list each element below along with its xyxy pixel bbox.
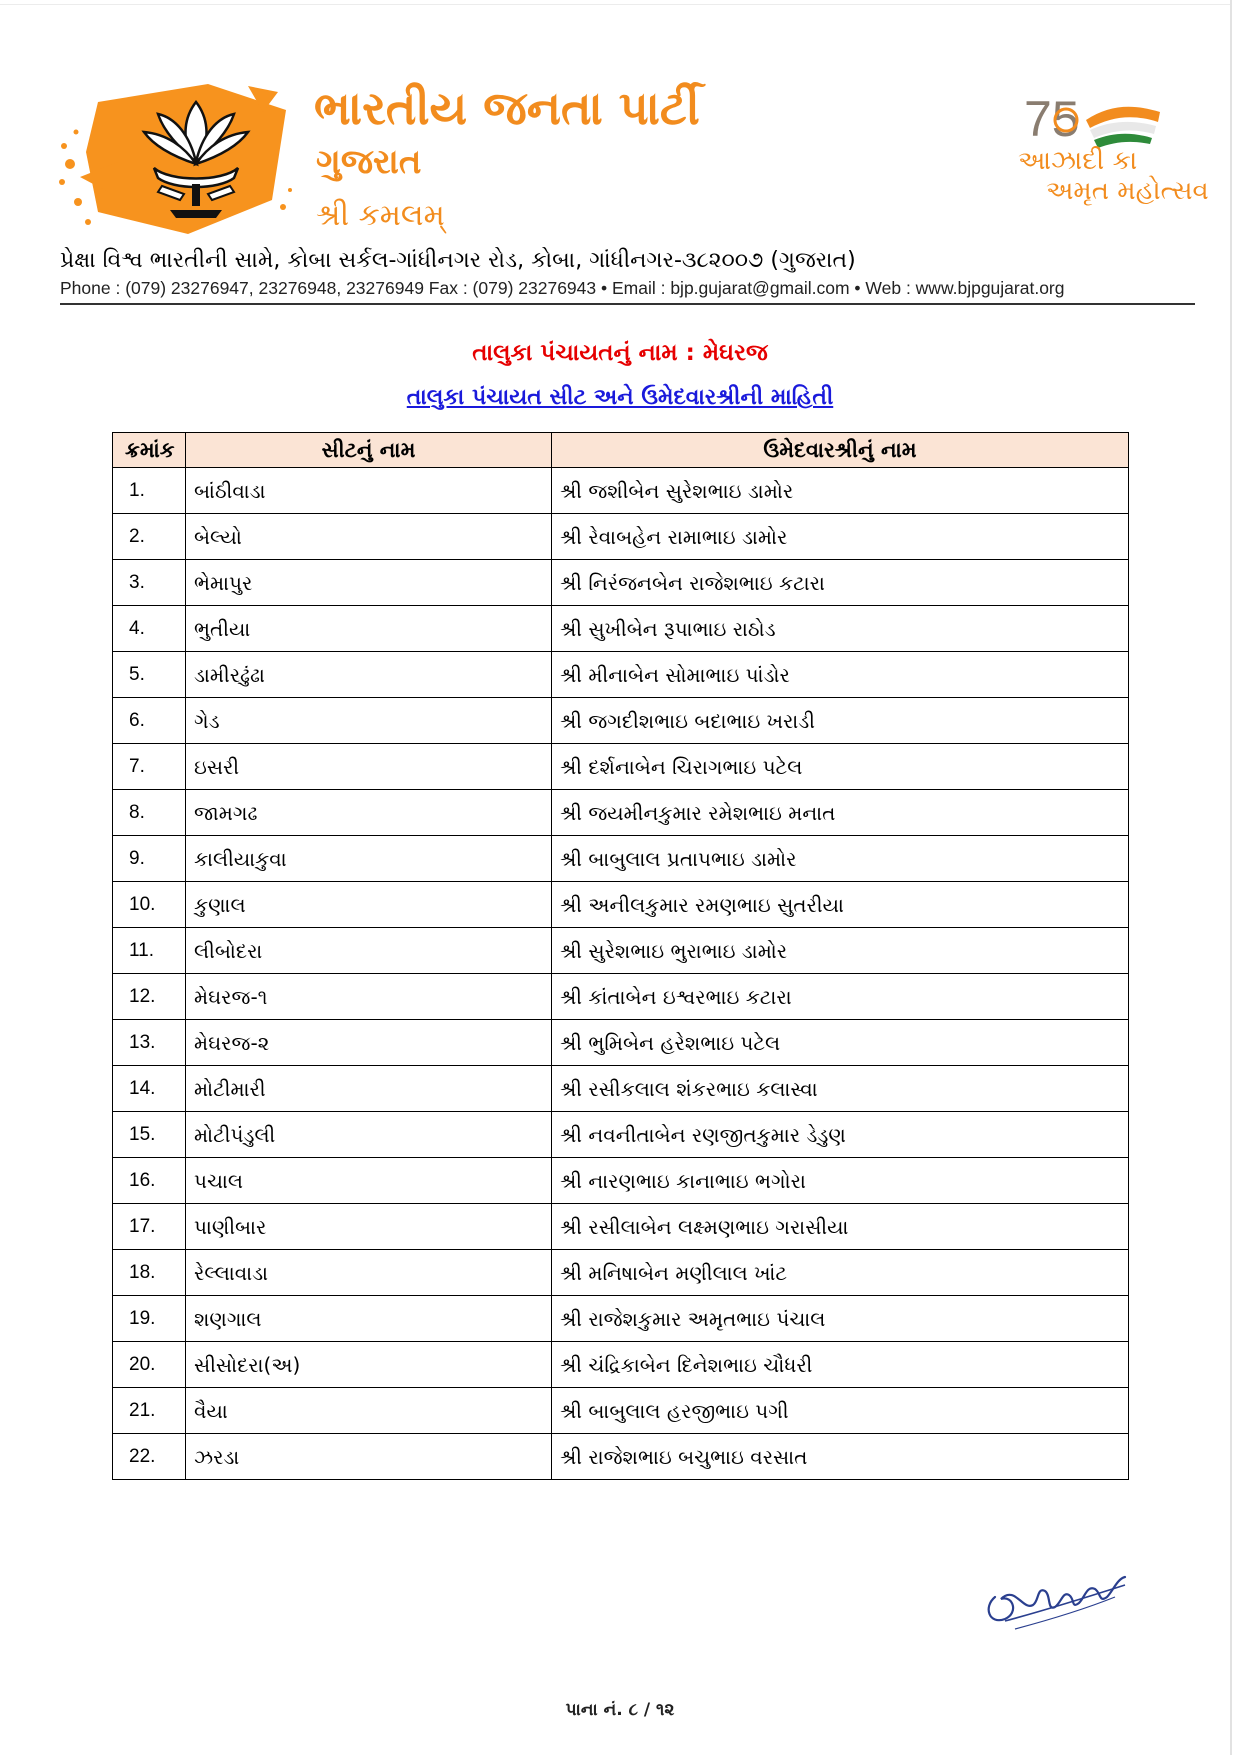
seat-name-cell: સીસોદરા(અ) bbox=[186, 1342, 552, 1388]
header-candidate-name: ઉમેદવારશ્રીનું નામ bbox=[552, 433, 1129, 468]
table-row bbox=[113, 652, 1129, 698]
serial-cell: 5. bbox=[113, 652, 186, 698]
table-row bbox=[113, 744, 1129, 790]
serial-cell: 10. bbox=[113, 882, 186, 928]
seat-name-cell: કુણાલ bbox=[186, 882, 552, 928]
serial-cell: 17. bbox=[113, 1204, 186, 1250]
table-row bbox=[113, 974, 1129, 1020]
table-row bbox=[113, 836, 1129, 882]
org-state: ગુજરાત bbox=[316, 142, 422, 182]
section-subtitle: તાલુકા પંચાયત સીટ અને ઉમેદવારશ્રીની માહિતી bbox=[406, 385, 834, 410]
seat-name-cell: ભેમાપુર bbox=[186, 560, 552, 606]
org-title: ભારતીય જનતા પાર્ટી bbox=[314, 81, 700, 135]
table-row bbox=[113, 1250, 1129, 1296]
signature bbox=[975, 1555, 1135, 1635]
serial-cell: 15. bbox=[113, 1112, 186, 1158]
table-header-row bbox=[113, 433, 1129, 468]
seat-name-cell: મેઘરજ-૧ bbox=[186, 974, 552, 1020]
candidate-name-cell: શ્રી નવનીતાબેન રણજીતકુમાર ડેડુણ bbox=[552, 1112, 1129, 1158]
azadi-number: 75 bbox=[1024, 92, 1080, 147]
seat-name-cell: લીબોદરા bbox=[186, 928, 552, 974]
serial-cell: 20. bbox=[113, 1342, 186, 1388]
table-row bbox=[113, 698, 1129, 744]
serial-cell: 7. bbox=[113, 744, 186, 790]
candidate-name-cell: શ્રી રેવાબહેન રામાભાઇ ડામોર bbox=[552, 514, 1129, 560]
seat-name-cell: ઇસરી bbox=[186, 744, 552, 790]
seat-name-cell: કાલીયાકુવા bbox=[186, 836, 552, 882]
serial-cell: 16. bbox=[113, 1158, 186, 1204]
candidate-name-cell: શ્રી બાબુલાલ પ્રતાપભાઇ ડામોર bbox=[552, 836, 1129, 882]
serial-cell: 22. bbox=[113, 1434, 186, 1480]
table-row bbox=[113, 1204, 1129, 1250]
candidate-name-cell: શ્રી રસીલાબેન લક્ષ્મણભાઇ ગરાસીયા bbox=[552, 1204, 1129, 1250]
seat-name-cell: ભુતીયા bbox=[186, 606, 552, 652]
header-seat-name: સીટનું નામ bbox=[186, 433, 552, 468]
serial-cell: 19. bbox=[113, 1296, 186, 1342]
serial-cell: 1. bbox=[113, 468, 186, 514]
table-row bbox=[113, 1388, 1129, 1434]
serial-cell: 9. bbox=[113, 836, 186, 882]
seat-name-cell: બેલ્યો bbox=[186, 514, 552, 560]
candidate-name-cell: શ્રી જગદીશભાઇ બદાભાઇ ખરાડી bbox=[552, 698, 1129, 744]
serial-cell: 13. bbox=[113, 1020, 186, 1066]
seat-name-cell: ડામીરઢુંઢા bbox=[186, 652, 552, 698]
table-row bbox=[113, 1434, 1129, 1480]
azadi-line-2: અમૃત મહોત્સવ bbox=[1046, 176, 1209, 206]
candidate-name-cell: શ્રી નિરંજનબેન રાજેશભાઇ કટારા bbox=[552, 560, 1129, 606]
page-number: પાના નં. ૮ / ૧૨ bbox=[565, 1700, 675, 1720]
candidate-name-cell: શ્રી ભુમિબેન હરેશભાઇ પટેલ bbox=[552, 1020, 1129, 1066]
serial-cell: 21. bbox=[113, 1388, 186, 1434]
candidates-table bbox=[112, 432, 1129, 1480]
table-row bbox=[113, 1066, 1129, 1112]
page-right-edge bbox=[1230, 0, 1232, 1755]
table-row bbox=[113, 468, 1129, 514]
org-office: શ્રી કમલમ્ bbox=[316, 198, 445, 233]
table-row bbox=[113, 1112, 1129, 1158]
table-row bbox=[113, 1342, 1129, 1388]
seat-name-cell: શણગાલ bbox=[186, 1296, 552, 1342]
serial-cell: 11. bbox=[113, 928, 186, 974]
seat-name-cell: ઝરડા bbox=[186, 1434, 552, 1480]
candidate-name-cell: શ્રી મનિષાબેન મણીલાલ ખાંટ bbox=[552, 1250, 1129, 1296]
seat-name-cell: બાંઠીવાડા bbox=[186, 468, 552, 514]
seat-name-cell: રેલ્લાવાડા bbox=[186, 1250, 552, 1296]
table-row bbox=[113, 1296, 1129, 1342]
table-row bbox=[113, 1158, 1129, 1204]
azadi-line-1: આઝાદી કા bbox=[1018, 146, 1138, 176]
header-serial: ક્રમાંક bbox=[113, 433, 186, 468]
office-address: પ્રેક્ષા વિશ્વ ભારતીની સામે, કોબા સર્કલ-ગાંધીનગર રોડ, કોબા, ગાંધીનગર-૩૮૨૦૦૭ (ગુજરાત) bbox=[60, 248, 856, 273]
serial-cell: 12. bbox=[113, 974, 186, 1020]
candidate-name-cell: શ્રી દર્શનાબેન ચિરાગભાઇ પટેલ bbox=[552, 744, 1129, 790]
table-row bbox=[113, 514, 1129, 560]
candidate-name-cell: શ્રી બાબુલાલ હરજીભાઇ પગી bbox=[552, 1388, 1129, 1434]
panchayat-title: તાલુકા પંચાયતનું નામ : મેઘરજ bbox=[472, 340, 768, 366]
table-row bbox=[113, 560, 1129, 606]
serial-cell: 6. bbox=[113, 698, 186, 744]
seat-name-cell: જામગઢ bbox=[186, 790, 552, 836]
seat-name-cell: મેઘરજ-૨ bbox=[186, 1020, 552, 1066]
serial-cell: 2. bbox=[113, 514, 186, 560]
candidate-name-cell: શ્રી સુખીબેન રૂપાભાઇ રાઠોડ bbox=[552, 606, 1129, 652]
candidate-name-cell: શ્રી મીનાબેન સોમાભાઇ પાંડોર bbox=[552, 652, 1129, 698]
seat-name-cell: મોટીમારી bbox=[186, 1066, 552, 1112]
serial-cell: 14. bbox=[113, 1066, 186, 1112]
candidate-name-cell: શ્રી રાજેશભાઇ બચુભાઇ વરસાત bbox=[552, 1434, 1129, 1480]
candidate-name-cell: શ્રી જશીબેન સુરેશભાઇ ડામોર bbox=[552, 468, 1129, 514]
candidate-name-cell: શ્રી ચંદ્રિકાબેન દિનેશભાઇ ચૌધરી bbox=[552, 1342, 1129, 1388]
candidate-name-cell: શ્રી નારણભાઇ કાનાભાઇ ભગોરા bbox=[552, 1158, 1129, 1204]
contact-info: Phone : (079) 23276947, 23276948, 23276949 Fax : (079) 23276943 • Email : bjp.gujarat@gmail.com • Web : www.bjpgujarat.org bbox=[60, 278, 1065, 298]
candidate-name-cell: શ્રી કાંતાબેન ઇશ્વરભાઇ કટારા bbox=[552, 974, 1129, 1020]
candidate-name-cell: શ્રી જયમીનકુમાર રમેશભાઇ મનાત bbox=[552, 790, 1129, 836]
seat-name-cell: ગેડ bbox=[186, 698, 552, 744]
candidate-name-cell: શ્રી સુરેશભાઇ ભુરાભાઇ ડામોર bbox=[552, 928, 1129, 974]
serial-cell: 8. bbox=[113, 790, 186, 836]
table-row bbox=[113, 790, 1129, 836]
table-row bbox=[113, 1020, 1129, 1066]
seat-name-cell: પાણીબાર bbox=[186, 1204, 552, 1250]
table-row bbox=[113, 928, 1129, 974]
serial-cell: 4. bbox=[113, 606, 186, 652]
candidate-name-cell: શ્રી અનીલકુમાર રમણભાઇ સુતરીયા bbox=[552, 882, 1129, 928]
candidate-name-cell: શ્રી રાજેશકુમાર અમૃતભાઇ પંચાલ bbox=[552, 1296, 1129, 1342]
serial-cell: 3. bbox=[113, 560, 186, 606]
table-row bbox=[113, 606, 1129, 652]
table-row bbox=[113, 882, 1129, 928]
seat-name-cell: વૈયા bbox=[186, 1388, 552, 1434]
seat-name-cell: મોટીપંડુલી bbox=[186, 1112, 552, 1158]
seat-name-cell: પચાલ bbox=[186, 1158, 552, 1204]
header-divider bbox=[60, 303, 1195, 305]
page-top-edge bbox=[0, 4, 1232, 5]
bjp-lotus-logo bbox=[58, 82, 293, 247]
candidate-name-cell: શ્રી રસીકલાલ શંકરભાઇ કલાસ્વા bbox=[552, 1066, 1129, 1112]
serial-cell: 18. bbox=[113, 1250, 186, 1296]
